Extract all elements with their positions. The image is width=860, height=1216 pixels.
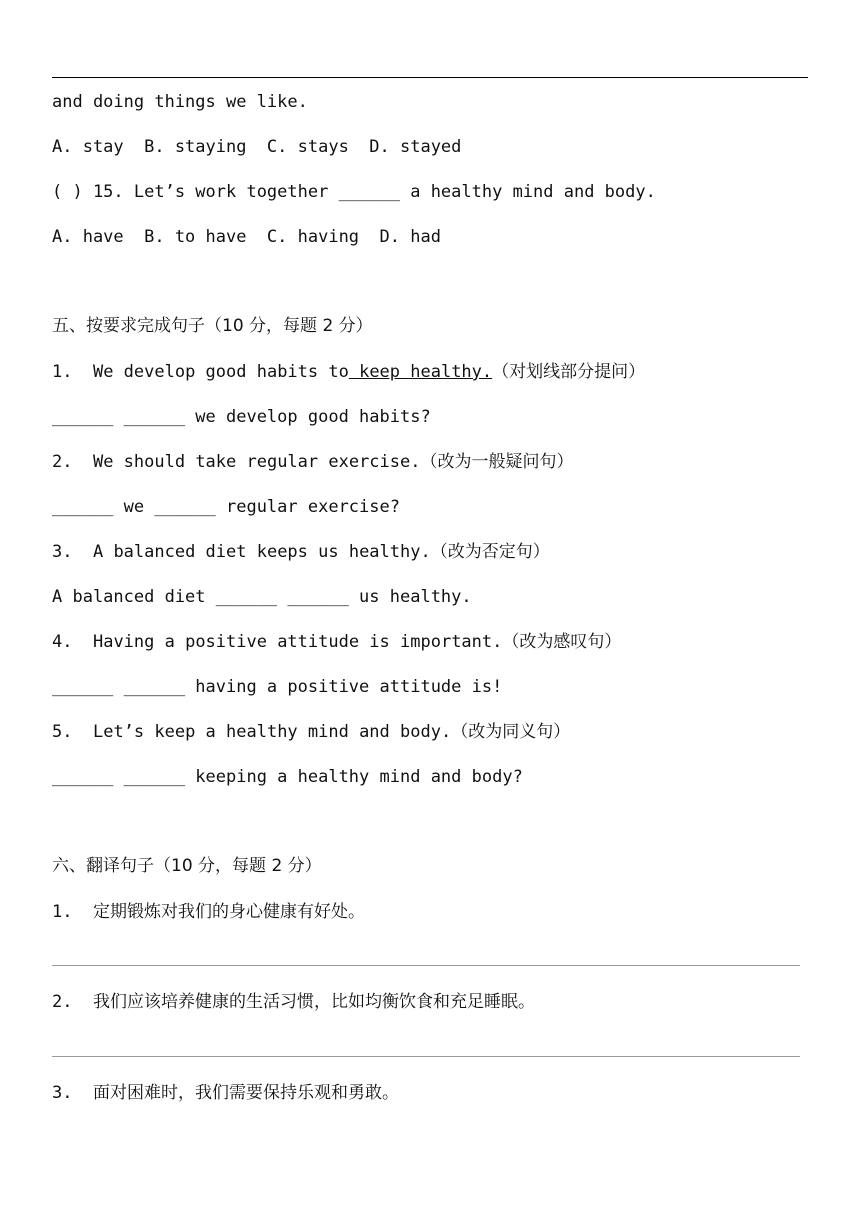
s5-item-num: 3. <box>52 542 73 562</box>
s5-item-text: Let’s keep a healthy mind and body. <box>92 722 452 742</box>
answer-line-1[interactable] <box>52 965 800 966</box>
answer-line-2[interactable] <box>52 1056 800 1057</box>
s5-item-4 <box>52 632 621 652</box>
q15-options: A. have B. to have C. having D. had <box>52 227 441 247</box>
q15-question: ( ) 15. Let’s work together ______ a healthy mind and body. <box>52 182 656 202</box>
s5-item-text: A balanced diet keeps us healthy. <box>92 542 431 562</box>
section6-title: 六、翻译句子（10 分，每题 2 分） <box>52 856 322 876</box>
s5-instruction: （对划线部分提问） <box>492 362 646 382</box>
s5-underlined-part: keep healthy. <box>348 362 493 382</box>
s6-item-3 <box>52 1083 399 1103</box>
s6-item-2 <box>52 992 535 1012</box>
s5-item-num: 5. <box>52 722 73 742</box>
s5-instruction: （改为一般疑问句） <box>420 452 574 472</box>
s5-item-1 <box>52 362 645 382</box>
top-rule <box>52 77 808 78</box>
s6-item-num: 2. <box>52 992 73 1012</box>
s5-answer-5: ______ ______ keeping a healthy mind and body? <box>52 767 523 787</box>
s6-item-num: 3. <box>52 1083 73 1103</box>
s5-instruction: （改为感叹句） <box>502 632 622 652</box>
s5-instruction: （改为否定句） <box>430 542 550 562</box>
s6-item-num: 1. <box>52 902 73 922</box>
q14-options: A. stay B. staying C. stays D. stayed <box>52 137 462 157</box>
s6-item-text: 面对困难时，我们需要保持乐观和勇敢。 <box>92 1083 399 1103</box>
s6-item-text: 我们应该培养健康的生活习惯，比如均衡饮食和充足睡眠。 <box>92 992 535 1012</box>
s5-item-num: 2. <box>52 452 73 472</box>
s5-answer-3: A balanced diet ______ ______ us healthy. <box>52 587 472 607</box>
s5-item-3 <box>52 542 550 562</box>
s5-instruction: （改为同义句） <box>451 722 571 742</box>
q14-tail: and doing things we like. <box>52 92 308 112</box>
s5-item-text: Having a positive attitude is important. <box>92 632 503 652</box>
s5-item-text: We develop good habits to <box>92 362 349 382</box>
s5-answer-1: ______ ______ we develop good habits? <box>52 407 431 427</box>
s5-item-text: We should take regular exercise. <box>92 452 421 472</box>
s5-item-5 <box>52 722 570 742</box>
s6-item-1 <box>52 902 365 922</box>
s5-item-num: 4. <box>52 632 73 652</box>
s5-answer-4: ______ ______ having a positive attitude is! <box>52 677 503 697</box>
s6-item-text: 定期锻炼对我们的身心健康有好处。 <box>92 902 365 922</box>
s5-item-2 <box>52 452 573 472</box>
s5-answer-2: ______ we ______ regular exercise? <box>52 497 400 517</box>
section5-title: 五、按要求完成句子（10 分，每题 2 分） <box>52 316 373 336</box>
s5-item-num: 1. <box>52 362 73 382</box>
